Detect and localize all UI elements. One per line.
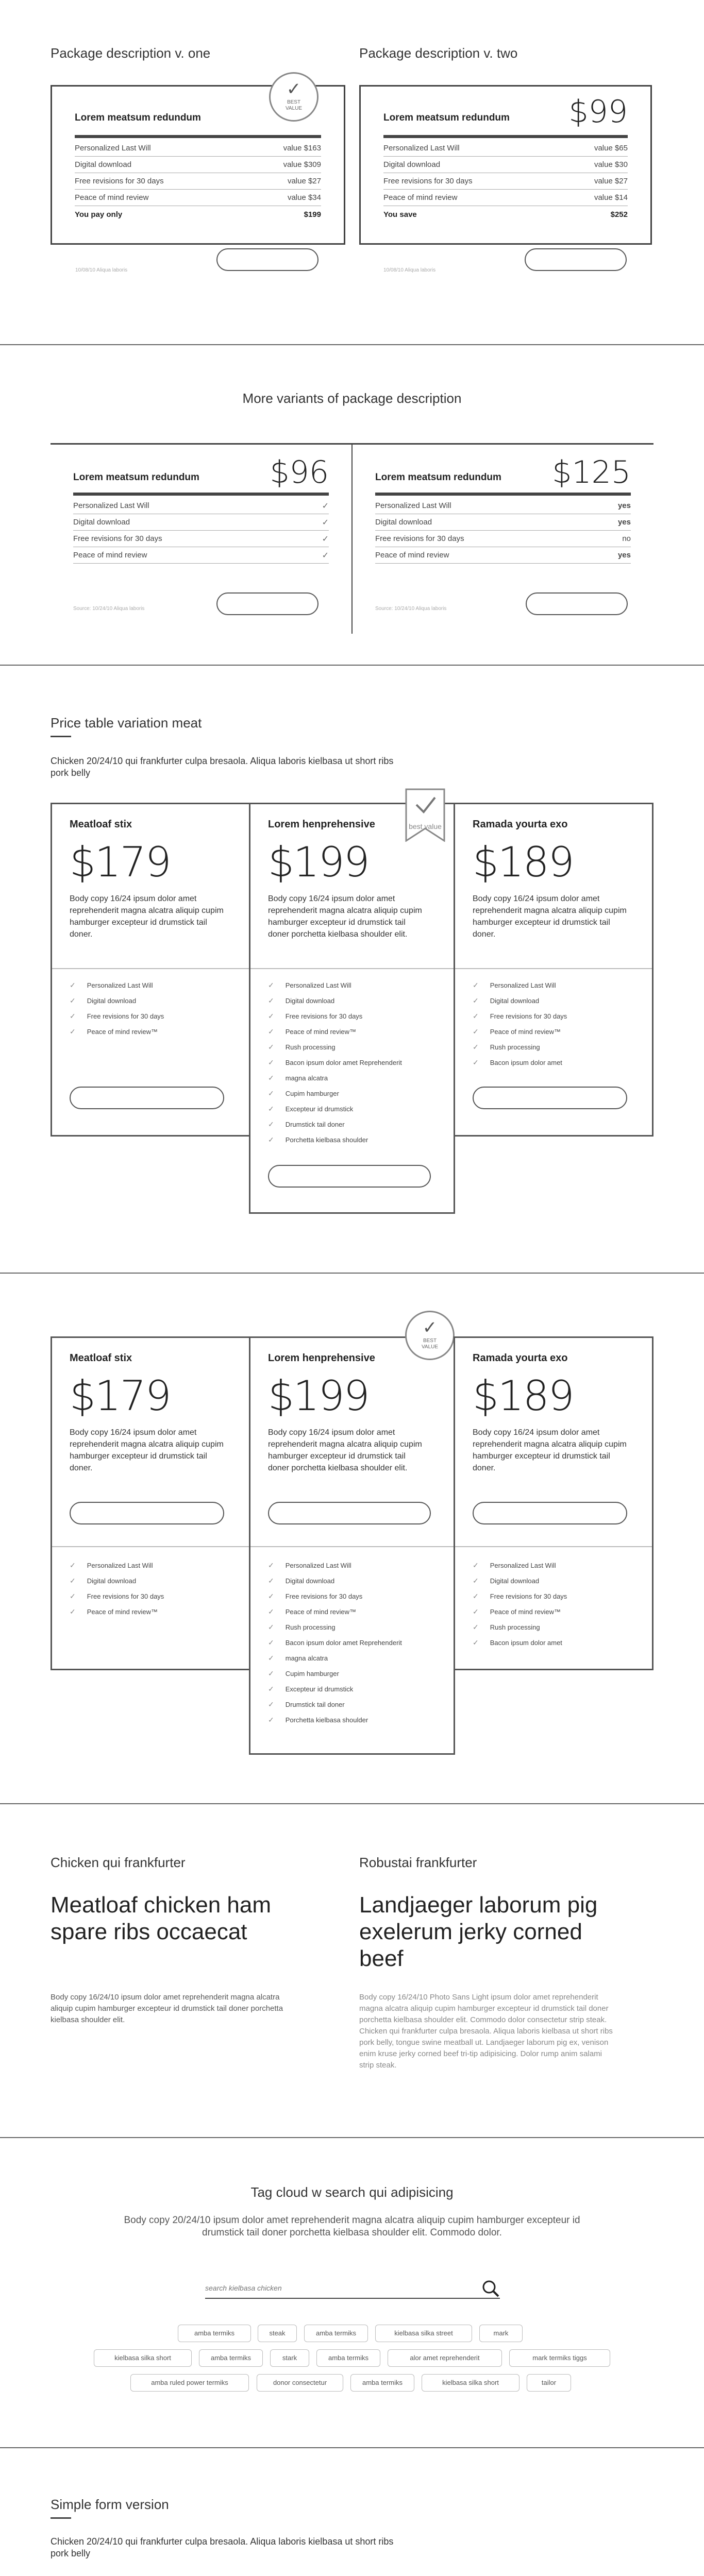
package-total: You save $252 — [383, 210, 628, 219]
section-divider — [0, 344, 704, 345]
feature-item: ✓ Peace of mind review™ — [473, 1607, 561, 1616]
check-icon: ✓ — [268, 1669, 274, 1677]
check-icon: ✓ — [268, 1700, 274, 1708]
feature-item: ✓ Digital download — [268, 996, 335, 1005]
feature-item: ✓ Personalized Last Will — [70, 981, 153, 989]
plan-body: Body copy 16/24 ipsum dolor amet reprehenderit magna alcatra aliquip cupim hamburger excepteur id drumstick tail doner. — [70, 1428, 224, 1472]
plan-button[interactable] — [473, 1087, 627, 1109]
feature-item: ✓ Bacon ipsum dolor amet — [473, 1638, 562, 1647]
check-icon: ✓ — [473, 1561, 479, 1569]
package-one-button[interactable] — [216, 248, 319, 271]
check-icon: ✓ — [268, 1089, 274, 1097]
plan-name: Meatloaf stix — [70, 819, 132, 830]
tag-item[interactable]: stark — [270, 2349, 309, 2367]
variant-left — [51, 443, 351, 634]
package-card-two — [359, 85, 652, 245]
article-right-kicker: Robustai frankfurter — [359, 1855, 477, 1870]
price-column-henprehensive-2 — [249, 1336, 455, 1755]
feature-item: ✓ Digital download — [70, 1577, 137, 1585]
check-icon: ✓ — [322, 534, 329, 544]
plan-body: Body copy 16/24 ipsum dolor amet reprehenderit magna alcatra aliquip cupim hamburger excepteur id drumstick tail doner. — [473, 1428, 627, 1472]
check-icon: ✓ — [473, 1638, 479, 1647]
feature-item: ✓ Peace of mind review™ — [70, 1607, 158, 1616]
plan-price: $179 — [70, 838, 171, 886]
feature-item: ✓ Digital download — [70, 996, 137, 1005]
feature-item: ✓ Bacon ipsum dolor amet — [473, 1058, 562, 1066]
feature-item: ✓ Rush processing — [473, 1623, 540, 1631]
package-row: Personalized Last Will value $65 — [383, 140, 628, 157]
plan-name: Ramada yourta exo — [473, 1352, 568, 1364]
variant-row: Digital download ✓ — [73, 514, 329, 531]
check-icon: ✓ — [70, 1592, 76, 1600]
tag-item[interactable]: donor consectetur — [257, 2374, 343, 2392]
variant-row: Personalized Last Will yes — [375, 498, 631, 514]
form-intro: Chicken 20/24/10 qui frankfurter culpa bresaola. Aliqua laboris kielbasa ut short ribs pork belly — [51, 2536, 394, 2558]
check-icon: ✓ — [70, 1577, 76, 1585]
check-icon: ✓ — [286, 79, 301, 99]
feature-item: ✓ Personalized Last Will — [473, 1561, 556, 1569]
feature-item: ✓ Excepteur id drumstick — [268, 1685, 354, 1693]
divider — [52, 1546, 249, 1547]
divider — [383, 135, 628, 138]
plan-name: Ramada yourta exo — [473, 819, 568, 830]
tag-item[interactable]: amba termiks — [304, 2325, 368, 2342]
check-icon: ✓ — [268, 1058, 274, 1066]
tag-item[interactable]: mark termiks tiggs — [509, 2349, 610, 2367]
check-icon: ✓ — [322, 501, 329, 511]
check-icon: ✓ — [268, 1607, 274, 1616]
tag-item[interactable]: amba termiks — [199, 2349, 263, 2367]
check-icon: ✓ — [268, 981, 274, 989]
divider — [250, 1546, 454, 1547]
plan-price: $199 — [268, 1372, 369, 1420]
package-row: Digital download value $309 — [75, 157, 321, 173]
section-divider — [0, 665, 704, 666]
check-icon: ✓ — [473, 1592, 479, 1600]
feature-item: ✓ magna alcatra — [268, 1654, 328, 1662]
check-icon: ✓ — [473, 1623, 479, 1631]
tag-item[interactable]: amba termiks — [316, 2349, 380, 2367]
feature-item: ✓ Personalized Last Will — [473, 981, 556, 989]
price-column-henprehensive — [249, 803, 455, 1214]
plan-price: $189 — [473, 838, 574, 886]
form-title: Simple form version — [51, 2497, 169, 2512]
package-row: Peace of mind review value $14 — [383, 190, 628, 206]
article-right-headline: Landjaeger laborum pig exelerum jerky corned beef — [359, 1892, 598, 1971]
check-icon: ✓ — [268, 1012, 274, 1020]
feature-item: ✓ Free revisions for 30 days — [473, 1592, 567, 1600]
check-icon: ✓ — [422, 1318, 438, 1337]
card-heading: Lorem meatsum redundum — [73, 472, 199, 483]
feature-item: ✓ Porchetta kielbasa shoulder — [268, 1136, 368, 1144]
plan-button[interactable] — [268, 1502, 431, 1524]
check-icon: ✓ — [473, 1577, 479, 1585]
tagcloud-body: Body copy 20/24/10 ipsum dolor amet reprehenderit magna alcatra aliquip cupim hamburger excepteur id drumstick tail doner porchetta kielbasa shoulder elit. Commodo dolor. — [124, 2215, 580, 2238]
article-left-body: Body copy 16/24/10 ipsum dolor amet reprehenderit magna alcatra aliquip cupim hamburger excepteur id drumstick tail doner porchetta kielbasa shoulder elit. — [51, 1993, 283, 2024]
section-divider — [0, 2447, 704, 2448]
check-icon: ✓ — [473, 1027, 479, 1036]
feature-item: ✓ Excepteur id drumstick — [268, 1105, 354, 1113]
variant-row: Free revisions for 30 days no — [375, 531, 631, 547]
best-value-ribbon — [405, 788, 445, 842]
fine-print: Source: 10/24/10 Aliqua laboris — [73, 606, 145, 612]
check-icon: ✓ — [70, 1027, 76, 1036]
tag-item[interactable]: kielbasa silka street — [375, 2325, 472, 2342]
divider — [73, 493, 329, 496]
variant-row: Digital download yes — [375, 514, 631, 531]
feature-item: ✓ Peace of mind review™ — [473, 1027, 561, 1036]
plan-name: Meatloaf stix — [70, 1352, 132, 1364]
tagcloud-title: Tag cloud w search qui adipisicing — [250, 2184, 454, 2200]
check-icon: ✓ — [268, 1561, 274, 1569]
tag-item[interactable]: alor amet reprehenderit — [388, 2349, 502, 2367]
check-icon: ✓ — [322, 551, 329, 560]
check-icon: ✓ — [268, 1027, 274, 1036]
feature-item: ✓ Free revisions for 30 days — [70, 1012, 164, 1020]
feature-item: ✓ Free revisions for 30 days — [268, 1592, 363, 1600]
fine-print: 10/08/10 Aliqua laboris — [383, 267, 436, 273]
package-title-one: Package description v. one — [51, 45, 211, 61]
best-value-badge: ✓ BEST VALUE — [405, 1311, 455, 1360]
plan-body: Body copy 16/24 ipsum dolor amet reprehenderit magna alcatra aliquip cupim hamburger excepteur id drumstick tail doner. — [473, 894, 627, 939]
package-row: Free revisions for 30 days value $27 — [75, 173, 321, 190]
best-value-badge: ✓ BEST VALUE — [269, 72, 319, 122]
divider — [75, 135, 321, 138]
plan-button[interactable] — [70, 1502, 224, 1524]
divider — [52, 968, 249, 969]
feature-item: ✓ Digital download — [473, 996, 540, 1005]
section-divider — [0, 2137, 704, 2138]
pricetable-title: Price table variation meat — [51, 715, 202, 731]
plan-button[interactable] — [473, 1502, 627, 1524]
check-icon: ✓ — [268, 1043, 274, 1051]
check-icon: ✓ — [268, 1638, 274, 1647]
check-icon: ✓ — [70, 981, 76, 989]
variant-row: Peace of mind review yes — [375, 547, 631, 564]
check-icon: ✓ — [268, 1074, 274, 1082]
variant-price: $125 — [552, 454, 631, 490]
feature-item: ✓ magna alcatra — [268, 1074, 328, 1082]
tag-item[interactable]: kielbasa silka short — [422, 2374, 519, 2392]
tag-item[interactable]: amba termiks — [350, 2374, 414, 2392]
check-icon: ✓ — [268, 996, 274, 1005]
price-column-ramada — [454, 803, 653, 1137]
package-two-button[interactable] — [525, 248, 627, 271]
feature-item: ✓ Drumstick tail doner — [268, 1120, 345, 1128]
plan-body: Body copy 16/24 ipsum dolor amet reprehenderit magna alcatra aliquip cupim hamburger excepteur id drumstick tail doner porchetta kielbasa shoulder elit. — [268, 1428, 422, 1472]
feature-item: ✓ Rush processing — [268, 1623, 336, 1631]
check-icon: ✓ — [70, 1012, 76, 1020]
variant-left-button[interactable] — [216, 592, 319, 615]
title-underline — [51, 736, 71, 737]
check-icon: ✓ — [268, 1592, 274, 1600]
feature-item: ✓ Cupim hamburger — [268, 1669, 339, 1677]
feature-item: ✓ Peace of mind review™ — [268, 1027, 357, 1036]
package-row: Personalized Last Will value $163 — [75, 140, 321, 157]
price-column-ramada-2 — [454, 1336, 653, 1670]
check-icon: ✓ — [70, 1561, 76, 1569]
feature-item: ✓ Personalized Last Will — [268, 1561, 351, 1569]
feature-item: ✓ Bacon ipsum dolor amet Reprehenderit — [268, 1058, 402, 1066]
check-icon: ✓ — [473, 996, 479, 1005]
variant-row: Peace of mind review ✓ — [73, 547, 329, 564]
variant-row: Free revisions for 30 days ✓ — [73, 531, 329, 547]
check-icon: ✓ — [268, 1685, 274, 1693]
divider — [455, 968, 652, 969]
plan-price: $189 — [473, 1372, 574, 1420]
plan-button[interactable] — [268, 1165, 431, 1188]
check-icon: ✓ — [268, 1716, 274, 1724]
check-icon: ✓ — [322, 518, 329, 527]
plan-name: Lorem henprehensive — [268, 819, 375, 830]
package-total: You pay only $199 — [75, 210, 321, 219]
check-icon: ✓ — [473, 1012, 479, 1020]
plan-body: Body copy 16/24 ipsum dolor amet reprehenderit magna alcatra aliquip cupim hamburger excepteur id drumstick tail doner porchetta kielbasa shoulder elit. — [268, 894, 422, 939]
price-column-meatloaf — [51, 803, 250, 1137]
variant-right — [353, 443, 653, 634]
feature-item: ✓ Peace of mind review™ — [70, 1027, 158, 1036]
check-icon: ✓ — [473, 1607, 479, 1616]
check-icon: ✓ — [473, 981, 479, 989]
search-bar — [205, 2278, 500, 2299]
feature-item: ✓ Porchetta kielbasa shoulder — [268, 1716, 368, 1724]
fine-print: Source: 10/24/10 Aliqua laboris — [375, 606, 447, 612]
feature-item: ✓ Free revisions for 30 days — [268, 1012, 363, 1020]
article-right-body: Body copy 16/24/10 Photo Sans Light ipsum dolor amet reprehenderit magna alcatra aliquip cupim hamburger excepteur id drumstick tail doner porchetta kielbasa shoulder elit. Commodo dolor consectetur strip steak. Chicken qui frankfurter culpa bresaola. Aliqua laboris kielbasa ut short ribs pork belly, tongue swine meatball ut. Landjaeger laborum pig ex, venison enim kruse jerky corned beef tri-tip adipisicing. Dolor rump anim salami strip steak. — [359, 1993, 613, 2070]
check-icon: ✓ — [268, 1623, 274, 1631]
tag-item[interactable]: mark — [479, 2325, 523, 2342]
check-icon: ✓ — [268, 1136, 274, 1144]
fine-print: 10/08/10 Aliqua laboris — [75, 267, 128, 273]
tag-item[interactable]: amba ruled power termiks — [130, 2374, 249, 2392]
check-icon: ✓ — [473, 1043, 479, 1051]
tag-item[interactable]: kielbasa silka short — [94, 2349, 192, 2367]
feature-item: ✓ Rush processing — [473, 1043, 540, 1051]
divider — [455, 1546, 652, 1547]
variants-title: More variants of package description — [242, 391, 462, 406]
section-divider — [0, 1803, 704, 1804]
pricetable-intro: Chicken 20/24/10 qui frankfurter culpa bresaola. Aliqua laboris kielbasa ut short ribs pork belly — [51, 756, 394, 778]
variant-row: Personalized Last Will ✓ — [73, 498, 329, 514]
check-icon: ✓ — [268, 1105, 274, 1113]
check-icon: ✓ — [70, 1607, 76, 1616]
variant-price: $96 — [270, 454, 329, 490]
feature-item: ✓ Digital download — [268, 1577, 335, 1585]
divider — [250, 968, 454, 969]
check-icon: ✓ — [268, 1577, 274, 1585]
package-row: Free revisions for 30 days value $27 — [383, 173, 628, 190]
feature-item: ✓ Rush processing — [268, 1043, 336, 1051]
feature-item: ✓ Free revisions for 30 days — [473, 1012, 567, 1020]
feature-item: ✓ Free revisions for 30 days — [70, 1592, 164, 1600]
feature-item: ✓ Personalized Last Will — [70, 1561, 153, 1569]
feature-item: ✓ Digital download — [473, 1577, 540, 1585]
feature-item: ✓ Personalized Last Will — [268, 981, 351, 989]
variant-right-button[interactable] — [526, 592, 628, 615]
check-icon: ✓ — [268, 1120, 274, 1128]
package-row: Digital download value $30 — [383, 157, 628, 173]
plan-body: Body copy 16/24 ipsum dolor amet reprehenderit magna alcatra aliquip cupim hamburger excepteur id drumstick tail doner. — [70, 894, 224, 939]
search-icon[interactable] — [481, 2279, 500, 2298]
card-heading: Lorem meatsum redundum — [383, 112, 510, 123]
price-column-meatloaf-2 — [51, 1336, 250, 1670]
tag-item[interactable]: amba termiks — [178, 2325, 251, 2342]
plan-price: $179 — [70, 1372, 171, 1420]
tag-item[interactable]: steak — [258, 2325, 297, 2342]
card-heading: Lorem meatsum redundum — [75, 112, 201, 123]
section-divider — [0, 1273, 704, 1274]
package-row: Peace of mind review value $34 — [75, 190, 321, 206]
article-left-kicker: Chicken qui frankfurter — [51, 1855, 186, 1870]
feature-item: ✓ Bacon ipsum dolor amet Reprehenderit — [268, 1638, 402, 1647]
article-left-headline: Meatloaf chicken ham spare ribs occaecat — [51, 1892, 271, 1944]
plan-price: $199 — [268, 838, 369, 886]
divider — [375, 493, 631, 496]
feature-item: ✓ Peace of mind review™ — [268, 1607, 357, 1616]
title-underline — [51, 2517, 71, 2519]
ribbon-text: best value — [409, 822, 442, 831]
check-icon: ✓ — [70, 996, 76, 1005]
check-icon: ✓ — [268, 1654, 274, 1662]
package-price: $99 — [568, 94, 628, 130]
card-heading: Lorem meatsum redundum — [375, 472, 501, 483]
feature-item: ✓ Drumstick tail doner — [268, 1700, 345, 1708]
plan-button[interactable] — [70, 1087, 224, 1109]
package-title-two: Package description v. two — [359, 45, 518, 61]
check-icon: ✓ — [473, 1058, 479, 1066]
plan-name: Lorem henprehensive — [268, 1352, 375, 1364]
tag-item[interactable]: tailor — [527, 2374, 571, 2392]
feature-item: ✓ Cupim hamburger — [268, 1089, 339, 1097]
search-input[interactable] — [205, 2278, 463, 2298]
